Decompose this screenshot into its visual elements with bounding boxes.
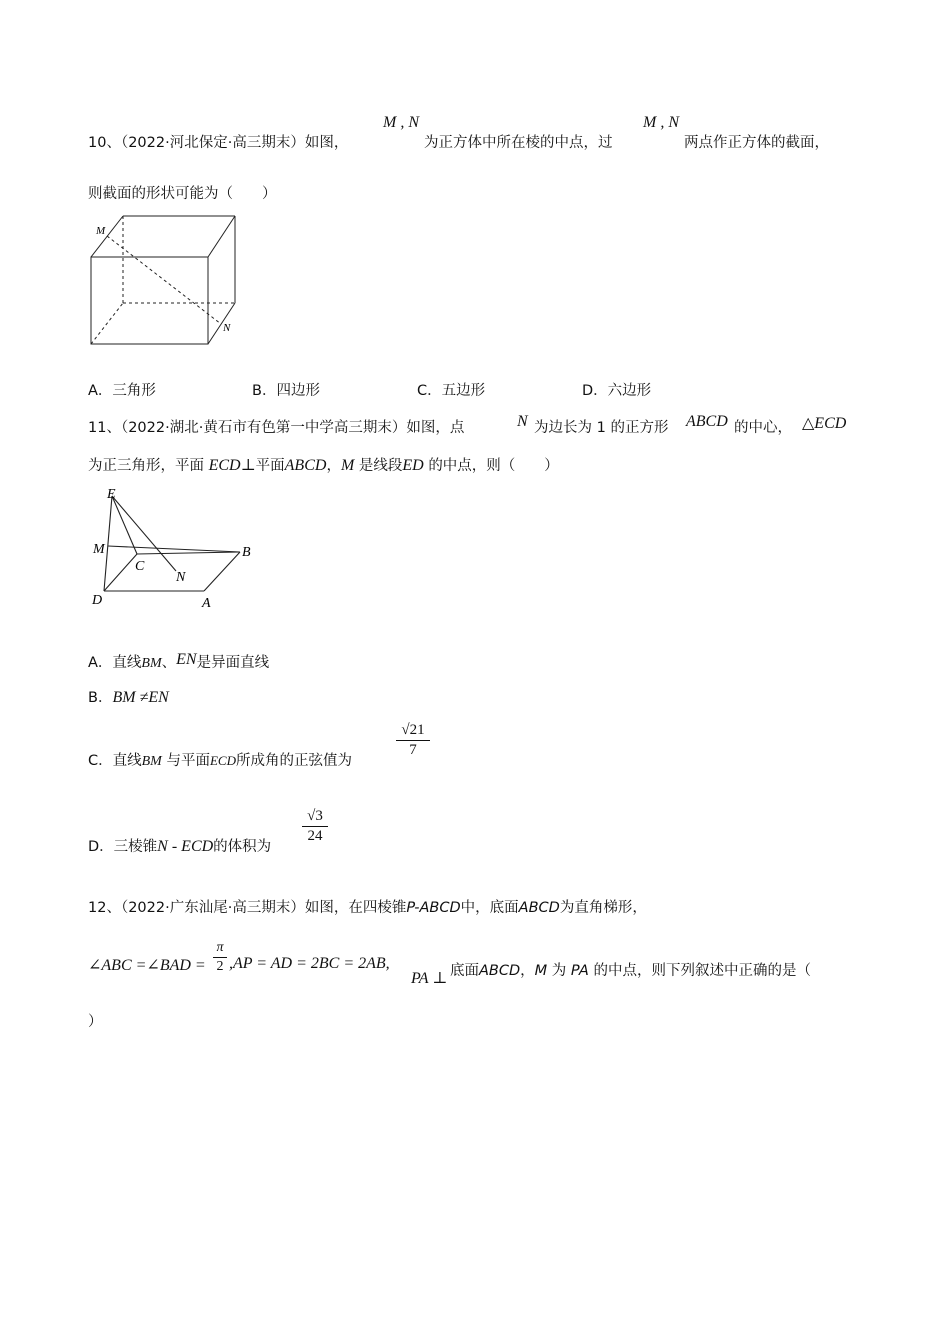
option-text: 的体积为: [213, 839, 272, 855]
segment-mb: [108, 546, 240, 552]
point-n-label: N: [176, 570, 186, 585]
q11-option-c-fraction: [396, 722, 430, 759]
fraction-denominator: 24: [307, 828, 323, 844]
option-label: B．: [88, 690, 113, 706]
line-bm: BM: [141, 754, 162, 769]
q11-stem-line2: [88, 454, 559, 475]
q12-number: 12、: [88, 900, 121, 916]
q10-option-b[interactable]: B．四边形: [252, 383, 320, 399]
option-label: C．直线: [88, 753, 142, 769]
q12-stem-line2: [450, 959, 811, 980]
q11-point-m: M: [340, 457, 355, 474]
q11-text-part: ，: [326, 458, 341, 474]
q10-mn-label: M , N: [643, 114, 679, 131]
q12-stem-close: ）: [88, 1014, 103, 1030]
cube-edge: [208, 216, 235, 257]
fraction-denominator: 2: [216, 959, 224, 974]
option-text: 是异面直线: [196, 655, 270, 671]
q12-text: 底面: [450, 963, 479, 979]
q11-pyramid-figure: [85, 482, 265, 612]
q11-number: 11、: [88, 420, 121, 436]
fraction-bar: [213, 957, 227, 958]
cube-edge: [208, 303, 235, 344]
q11-perp-symbol: ⊥: [240, 457, 256, 474]
fraction-bar: [396, 740, 430, 741]
q11-side-length: 1: [596, 420, 606, 436]
q12-text: 为直角梯形，: [559, 900, 647, 916]
q12-pa-perp: PA ⊥: [411, 970, 448, 987]
edge-ed: [104, 496, 112, 591]
q12-text: ，: [520, 963, 535, 979]
q11-option-c[interactable]: [88, 749, 352, 770]
fraction-numerator: √21: [401, 722, 425, 738]
point-c-label: C: [135, 559, 145, 574]
fraction-bar: [302, 826, 328, 827]
q11-option-b[interactable]: [88, 686, 169, 707]
q10-text: 为正方体中所在棱的中点，过: [424, 135, 613, 151]
q12-text: 为: [551, 963, 567, 979]
edge-cb: [137, 552, 240, 554]
option-label: D．三棱锥: [88, 839, 158, 855]
point-m-label: M: [93, 542, 105, 557]
q10-cube-figure: [85, 210, 255, 350]
cube-front-face: [91, 257, 208, 344]
option-text: 与平面: [166, 753, 210, 769]
q10-option-c[interactable]: C．五边形: [417, 383, 486, 399]
plane-ecd: ECD: [209, 753, 236, 768]
point-b-label: B: [242, 545, 251, 560]
q11-text-part: 的中点，则（ ）: [428, 458, 559, 474]
q10-source: （2022·河北保定·高三期末）: [120, 135, 305, 151]
option-expression: N - ECD: [157, 838, 214, 855]
q11-point-n: N: [517, 413, 528, 430]
option-text: 、: [161, 655, 177, 671]
fraction-numerator: π: [216, 940, 224, 955]
section-line-mn: [107, 236, 221, 324]
q11-option-d-fraction: [302, 808, 328, 845]
q11-text-part: 的正方形: [610, 420, 669, 436]
line-bm: BM: [141, 656, 162, 671]
q11-text-part: 平面: [255, 458, 285, 474]
edge-ab: [204, 552, 240, 591]
edge-ec: [112, 496, 137, 554]
q11-triangle-name: △ECD: [802, 415, 847, 432]
q10-stem-line2: 则截面的形状可能为（ ）: [88, 186, 277, 202]
q12-text: 的中点，则下列叙述中正确的是（: [593, 963, 811, 979]
point-e-label: E: [107, 487, 116, 502]
point-d-label: D: [92, 593, 103, 608]
line-en: EN: [176, 651, 197, 668]
q10-number: 10、: [88, 135, 121, 151]
q12-segment-pa: PA: [570, 963, 589, 979]
q12-angle-condition: ∠ABC =∠BAD =: [88, 957, 206, 974]
option-expression: BM ≠EN: [112, 689, 169, 706]
q11-text: 如图，点: [406, 420, 465, 436]
option-label: A．直线: [88, 655, 142, 671]
q10-text: 如图，: [304, 135, 349, 151]
q11-text: 的中心，: [734, 420, 792, 436]
point-a-label: A: [202, 596, 211, 611]
fraction-numerator: √3: [307, 808, 323, 824]
q12-point-m: M: [534, 963, 548, 979]
option-text: 所成角的正弦值为: [235, 753, 352, 769]
q10-option-a[interactable]: A．三角形: [88, 383, 156, 399]
q10-mn-label: M , N: [383, 114, 419, 131]
edge-dc: [104, 554, 137, 591]
q12-text: 如图，在四棱锥: [304, 900, 407, 916]
q12-pi-over-2: [213, 940, 227, 975]
q12-length-condition: ,AP = AD = 2BC = 2AB,: [229, 955, 390, 972]
q10-option-d[interactable]: D．六边形: [582, 383, 652, 399]
q11-plane-ecd: ECD: [208, 457, 241, 474]
q12-base-name: ABCD: [518, 900, 560, 916]
q11-text: [534, 416, 668, 437]
q11-source: （2022·湖北·黄石市有色第一中学高三期末）: [120, 420, 407, 436]
cube-hidden-edge: [91, 303, 123, 344]
q11-text-part: 为边长为: [534, 420, 592, 436]
q10-stem-line1: [88, 131, 348, 152]
q12-text: 中，底面: [460, 900, 519, 916]
q11-stem-line1: [88, 416, 464, 437]
q12-stem-line1: [88, 896, 647, 917]
q11-plane-abcd: ABCD: [284, 457, 327, 474]
q11-segment-ed: ED: [402, 457, 424, 474]
q11-text-part: 是线段: [358, 458, 403, 474]
q12-pyramid-name: P-ABCD: [406, 900, 461, 916]
q11-square-name: ABCD: [686, 413, 728, 430]
q11-text-part: 为正三角形，平面: [88, 458, 204, 474]
point-n-label: N: [223, 322, 231, 334]
q11-option-d[interactable]: [88, 835, 271, 856]
q12-source: （2022·广东汕尾·高三期末）: [120, 900, 305, 916]
fraction-denominator: 7: [409, 742, 417, 758]
q12-base-name: ABCD: [479, 963, 521, 979]
q11-option-a[interactable]: [88, 651, 269, 672]
q10-text: 两点作正方体的截面，: [684, 135, 829, 151]
point-m-label: M: [96, 225, 106, 237]
